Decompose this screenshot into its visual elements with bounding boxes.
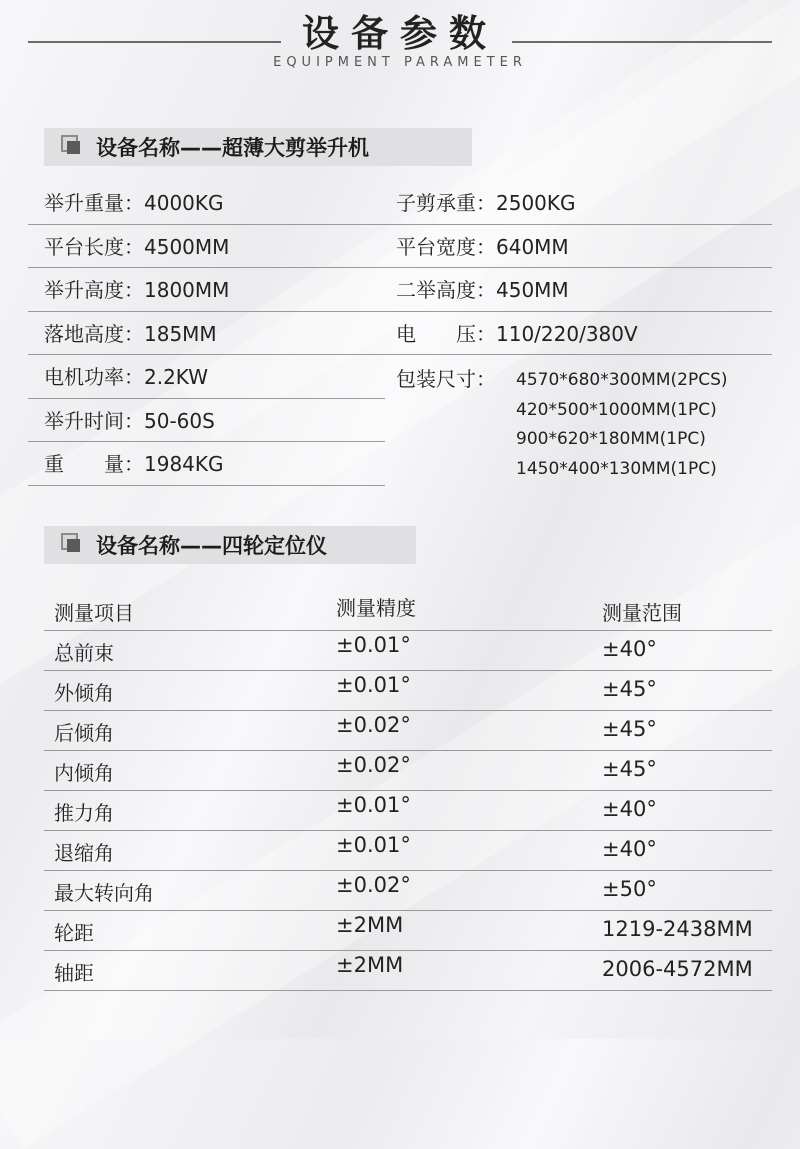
spec-label: 举升重量： <box>44 191 144 215</box>
row-divider <box>385 267 772 268</box>
row-divider <box>44 750 772 751</box>
spec-value: 4000KG <box>144 191 224 215</box>
table-header-cell: 测量精度 <box>336 596 416 620</box>
table-cell: ±40° <box>602 637 657 661</box>
spec-value: 110/220/380V <box>496 321 638 346</box>
row-divider <box>28 354 385 355</box>
row-divider <box>44 630 772 631</box>
table-cell: ±0.01° <box>336 673 411 697</box>
spec-label: 重 量： <box>44 452 144 476</box>
section-title-text: 设备名称——四轮定位仪 <box>96 534 327 558</box>
spec-label: 子剪承重： <box>396 191 496 215</box>
spec-label: 平台宽度： <box>396 234 496 259</box>
spec-row <box>44 356 208 399</box>
row-divider <box>28 485 385 486</box>
section-title-aligner <box>44 526 416 564</box>
spec-value: 1984KG <box>144 452 224 476</box>
spec-row <box>44 182 224 225</box>
spec-row <box>44 269 229 312</box>
page-subtitle: EQUIPMENT PARAMETER <box>273 55 527 70</box>
table-cell: ±0.01° <box>336 793 411 817</box>
row-divider <box>385 311 772 312</box>
row-divider <box>44 910 772 911</box>
table-cell: 1219-2438MM <box>602 917 753 941</box>
spec-label: 电 压： <box>396 321 496 346</box>
section-title-lift <box>44 128 472 166</box>
packing-value: 420*500*1000MM(1PC) <box>516 399 717 420</box>
table-cell: ±50° <box>602 877 657 901</box>
table-cell: 推力角 <box>54 801 114 825</box>
table-cell: ±2MM <box>336 953 404 977</box>
squares-icon <box>61 533 87 557</box>
page-title: 设备参数 <box>302 12 498 55</box>
spec-value: 185MM <box>144 321 217 346</box>
table-cell: ±45° <box>602 677 657 701</box>
packing-value: 1450*400*130MM(1PC) <box>516 458 717 479</box>
spec-row <box>396 313 638 356</box>
row-divider <box>385 354 772 355</box>
row-divider <box>44 830 772 831</box>
spec-row <box>44 226 229 269</box>
table-cell: 最大转向角 <box>54 881 154 905</box>
table-cell: 退缩角 <box>54 841 114 865</box>
table-cell: ±45° <box>602 757 657 781</box>
spec-row <box>44 443 224 486</box>
row-divider <box>44 990 772 991</box>
row-divider <box>44 790 772 791</box>
spec-label: 落地高度： <box>44 321 144 346</box>
spec-row <box>396 269 569 312</box>
row-divider <box>28 398 385 399</box>
table-cell: 外倾角 <box>54 681 114 705</box>
table-cell: 内倾角 <box>54 761 114 785</box>
row-divider <box>44 950 772 951</box>
table-cell: ±0.02° <box>336 753 411 777</box>
spec-label: 电机功率： <box>44 365 144 389</box>
packing-values <box>516 366 728 484</box>
spec-value: 2500KG <box>496 191 576 215</box>
spec-row <box>44 313 217 356</box>
spec-row <box>396 182 576 225</box>
squares-icon <box>61 135 87 159</box>
packing-value: 900*620*180MM(1PC) <box>516 429 706 449</box>
table-cell: ±0.02° <box>336 713 411 737</box>
row-divider <box>28 311 385 312</box>
row-divider <box>28 224 385 225</box>
spec-value: 4500MM <box>144 234 230 259</box>
spec-label: 平台长度： <box>44 234 144 259</box>
spec-row <box>44 400 215 443</box>
packing-value: 4570*680*300MM(2PCS) <box>516 370 728 390</box>
row-divider <box>28 267 385 268</box>
table-cell: ±0.01° <box>336 633 411 657</box>
table-cell: ±0.02° <box>336 873 411 897</box>
spec-value: 640MM <box>496 234 569 259</box>
table-header-cell: 测量项目 <box>54 601 134 625</box>
table-cell: 后倾角 <box>54 721 114 745</box>
section-title-text: 设备名称——超薄大剪举升机 <box>96 136 369 160</box>
spec-row <box>396 226 569 269</box>
row-divider <box>44 670 772 671</box>
spec-label: 举升高度： <box>44 278 144 302</box>
table-cell: 轴距 <box>54 961 94 985</box>
table-cell: ±2MM <box>336 913 404 937</box>
packing-label: 包装尺寸： <box>396 367 496 391</box>
row-divider <box>385 224 772 225</box>
table-header-cell: 测量范围 <box>602 601 682 625</box>
spec-label: 举升时间： <box>44 408 144 433</box>
spec-value: 2.2KW <box>144 365 208 389</box>
table-cell: ±40° <box>602 837 657 861</box>
table-cell: 轮距 <box>54 921 94 945</box>
table-cell: ±45° <box>602 717 657 741</box>
spec-value: 50-60S <box>144 408 215 433</box>
row-divider <box>44 710 772 711</box>
row-divider <box>28 441 385 442</box>
table-cell: ±40° <box>602 797 657 821</box>
spec-value: 450MM <box>496 278 569 302</box>
table-cell: ±0.01° <box>336 833 411 857</box>
table-cell: 2006-4572MM <box>602 957 753 981</box>
table-cell: 总前束 <box>54 641 114 665</box>
row-divider <box>44 870 772 871</box>
spec-value: 1800MM <box>144 278 230 302</box>
spec-label: 二举高度： <box>396 278 496 302</box>
